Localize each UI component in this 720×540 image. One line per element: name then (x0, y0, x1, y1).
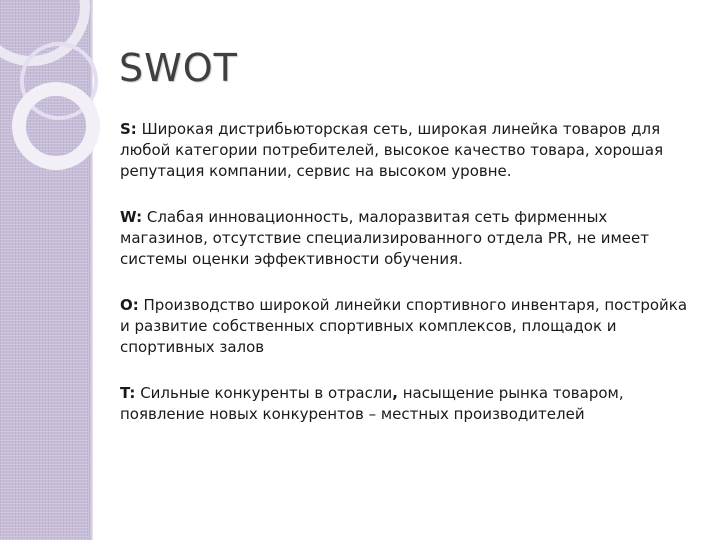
swot-key-t: T: (120, 384, 136, 402)
decorative-ring-icon (12, 82, 100, 170)
swot-key-s: S: (120, 120, 137, 138)
slide-title: SWOT (119, 46, 238, 90)
swot-opportunities (120, 295, 695, 358)
swot-threats (120, 383, 695, 425)
swot-weaknesses (120, 207, 695, 270)
swot-key-o: O: (120, 296, 139, 314)
swot-text-w: Слабая инновационность, малоразвитая сеть фирменных магазинов, отсутствие специализированного отдела PR, не имеет системы оценки эффективности обучения. (120, 208, 649, 268)
swot-list (120, 119, 695, 450)
swot-separator: , (392, 384, 398, 402)
swot-text-t-before: Сильные конкуренты в отрасли (140, 384, 393, 402)
swot-strengths (120, 119, 695, 182)
swot-key-w: W: (120, 208, 143, 226)
swot-text-t-after: насыщение рынка товаром, появление новых конкурентов – местных производителей (120, 384, 624, 423)
swot-text-o: Производство широкой линейки спортивного инвентаря, постройка и развитие собственных спортивных комплексов, площадок и спортивных залов (120, 296, 688, 356)
swot-text-s: Широкая дистрибьюторская сеть, широкая линейка товаров для любой категории потребителей, высокое качество товара, хорошая репутация компании, сервис на высоком уровне. (120, 120, 664, 180)
